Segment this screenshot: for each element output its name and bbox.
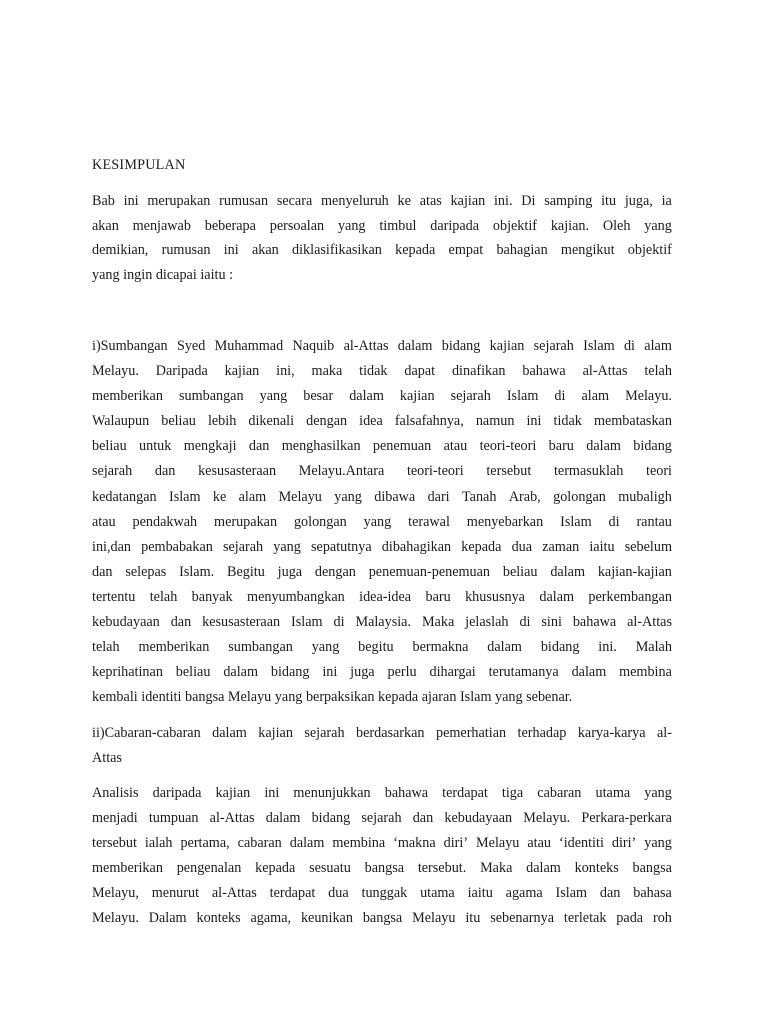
paragraph-line: i)Sumbangan Syed Muhammad Naquib al-Attas dalam bidang kajian sejarah Islam di alam — [92, 338, 672, 354]
section-heading: KESIMPULAN — [92, 157, 186, 173]
paragraph-line: telah memberikan sumbangan yang begitu bermakna dalam bidang ini. Malah — [92, 639, 672, 655]
paragraph-line: memberikan pengenalan kepada sesuatu bangsa tersebut. Maka dalam konteks bangsa — [92, 860, 672, 876]
paragraph-line: Melayu, menurut al-Attas terdapat dua tunggak utama iaitu agama Islam dan bahasa — [92, 885, 672, 901]
paragraph-line: Bab ini merupakan rumusan secara menyeluruh ke atas kajian ini. Di samping itu juga, ia — [92, 193, 672, 209]
paragraph-line: dan selepas Islam. Begitu juga dengan penemuan-penemuan beliau dalam kajian-kajian — [92, 564, 672, 580]
paragraph-line: Melayu. Dalam konteks agama, keunikan bangsa Melayu itu sebenarnya terletak pada roh — [92, 910, 672, 926]
subsection-heading: Attas — [92, 750, 122, 766]
subsection-heading: ii)Cabaran-cabaran dalam kajian sejarah berdasarkan pemerhatian terhadap karya-karya al- — [92, 725, 672, 741]
paragraph-line: yang ingin dicapai iaitu : — [92, 267, 234, 283]
paragraph-line: kebudayaan dan kesusasteraan Islam di Malaysia. Maka jelaslah di sini bahawa al-Attas — [92, 614, 672, 630]
paragraph-line: Analisis daripada kajian ini menunjukkan bahawa terdapat tiga cabaran utama yang — [92, 785, 672, 801]
paragraph-line: sejarah dan kesusasteraan Melayu.Antara teori-teori tersebut termasuklah teori — [92, 463, 672, 479]
paragraph-line: kedatangan Islam ke alam Melayu yang dibawa dari Tanah Arab, golongan mubaligh — [92, 489, 672, 505]
paragraph-line: menjadi tumpuan al-Attas dalam bidang sejarah dan kebudayaan Melayu. Perkara-perkara — [92, 810, 672, 826]
paragraph-line: Melayu. Daripada kajian ini, maka tidak dapat dinafikan bahawa al-Attas telah — [92, 363, 672, 379]
paragraph-line: memberikan sumbangan yang besar dalam kajian sejarah Islam di alam Melayu. — [92, 388, 672, 404]
paragraph-line: Walaupun beliau lebih dikenali dengan idea falsafahnya, namun ini tidak membataskan — [92, 413, 672, 429]
paragraph-line: tertentu telah banyak menyumbangkan idea-idea baru khususnya dalam perkembangan — [92, 589, 672, 605]
paragraph-line: beliau untuk mengkaji dan menghasilkan penemuan atau teori-teori baru dalam bidang — [92, 438, 672, 454]
paragraph-line: akan menjawab beberapa persoalan yang timbul daripada objektif kajian. Oleh yang — [92, 218, 672, 234]
paragraph-line: kembali identiti bangsa Melayu yang berpaksikan kepada ajaran Islam yang sebenar. — [92, 689, 573, 705]
paragraph-line: keprihatinan beliau dalam bidang ini juga perlu dihargai terutamanya dalam membina — [92, 664, 672, 680]
paragraph-line: tersebut ialah pertama, cabaran dalam membina ‘makna diri’ Melayu atau ‘identiti diri’ yang — [92, 835, 672, 851]
paragraph-line: demikian, rumusan ini akan diklasifikasikan kepada empat bahagian mengikut objektif — [92, 242, 672, 258]
paragraph-line: atau pendakwah merupakan golongan yang terawal menyebarkan Islam di rantau — [92, 514, 672, 530]
paragraph-line: ini,dan pembabakan sejarah yang sepatutnya dibahagikan kepada dua zaman iaitu sebelum — [92, 539, 672, 555]
